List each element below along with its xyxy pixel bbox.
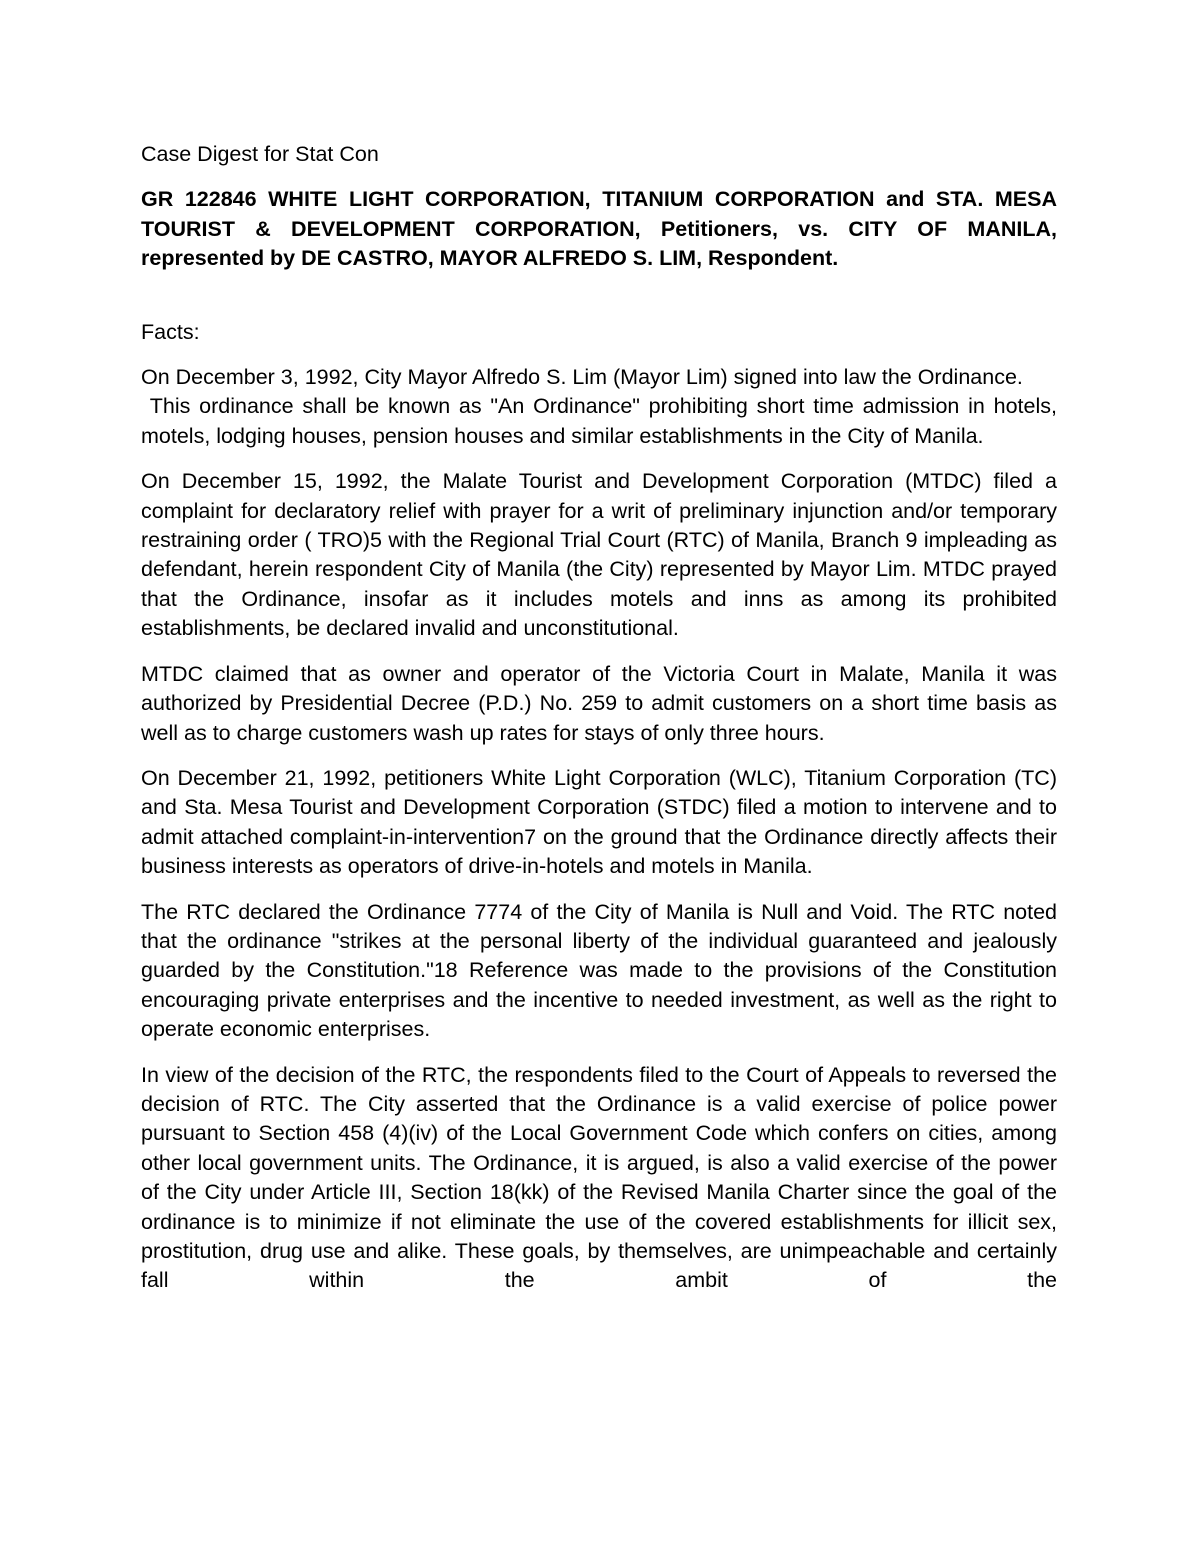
paragraph: On December 21, 1992, petitioners White Light Corporation (WLC), Titanium Corporation (TC) and Sta. Mesa Tourist and Development Corporation (STDC) filed a motion to intervene and to admit attached complaint-in-intervention7 on the ground that the Ordinance directly affects their business interests as operators of drive-in-hotels and motels in Manila. [141,765,1057,879]
paragraph: On December 15, 1992, the Malate Tourist and Development Corporation (MTDC) filed a complaint for declaratory relief with prayer for a writ of preliminary injunction and/or temporary restraining order ( TRO)5 with the Regional Trial Court (RTC) of Manila, Branch 9 impleading as defendant, herein respondent City of Manila (the City) represented by Mayor Lim. MTDC prayed that the Ordinance, insofar as it includes motels and inns as among its prohibited establishments, be declared invalid and unconstitutional. [141,469,1057,641]
document-title: Case Digest for Stat Con [141,142,379,166]
paragraph: In view of the decision of the RTC, the respondents filed to the Court of Appeals to reversed the decision of RTC. The City asserted that the Ordinance is a valid exercise of police power pursuant to Section 458 (4)(iv) of the Local Government Code which confers on cities, among other local government units. The Ordinance, it is argued, is also a valid exercise of the power of the City under Article III, Section 18(kk) of the Revised Manila Charter since the goal of the ordinance is to minimize if not eliminate the use of the covered establishments for illicit sex, prostitution, drug use and alike. These goals, by themselves, are unimpeachable and certainly fall within the ambit of the [141,1062,1057,1293]
case-heading: GR 122846 WHITE LIGHT CORPORATION, TITANIUM CORPORATION and STA. MESA TOURIST & DEVELOPMENT CORPORATION, Petitioners, vs. CITY OF MANILA, represented by DE CASTRO, MAYOR ALFREDO S. LIM, Respondent. [141,187,1057,271]
paragraph: The RTC declared the Ordinance 7774 of the City of Manila is Null and Void. The RTC noted that the ordinance "strikes at the personal liberty of the individual guaranteed and jealously guarded by the Constitution."18 Reference was made to the provisions of the Constitution encouraging private enterprises and the incentive to needed investment, as well as the right to operate economic enterprises. [141,899,1057,1042]
document-page [141,140,1063,1312]
paragraph: On December 3, 1992, City Mayor Alfredo S. Lim (Mayor Lim) signed into law the Ordinance. [141,365,1023,390]
paragraph: This ordinance shall be known as "An Ordinance" prohibiting short time admission in hotels, motels, lodging houses, pension houses and similar establishments in the City of Manila. [141,394,1063,448]
paragraph: MTDC claimed that as owner and operator of the Victoria Court in Malate, Manila it was authorized by Presidential Decree (P.D.) No. 259 to admit customers on a short time basis as well as to charge customers wash up rates for stays of only three hours. [141,661,1057,745]
facts-label: Facts: [141,319,200,344]
